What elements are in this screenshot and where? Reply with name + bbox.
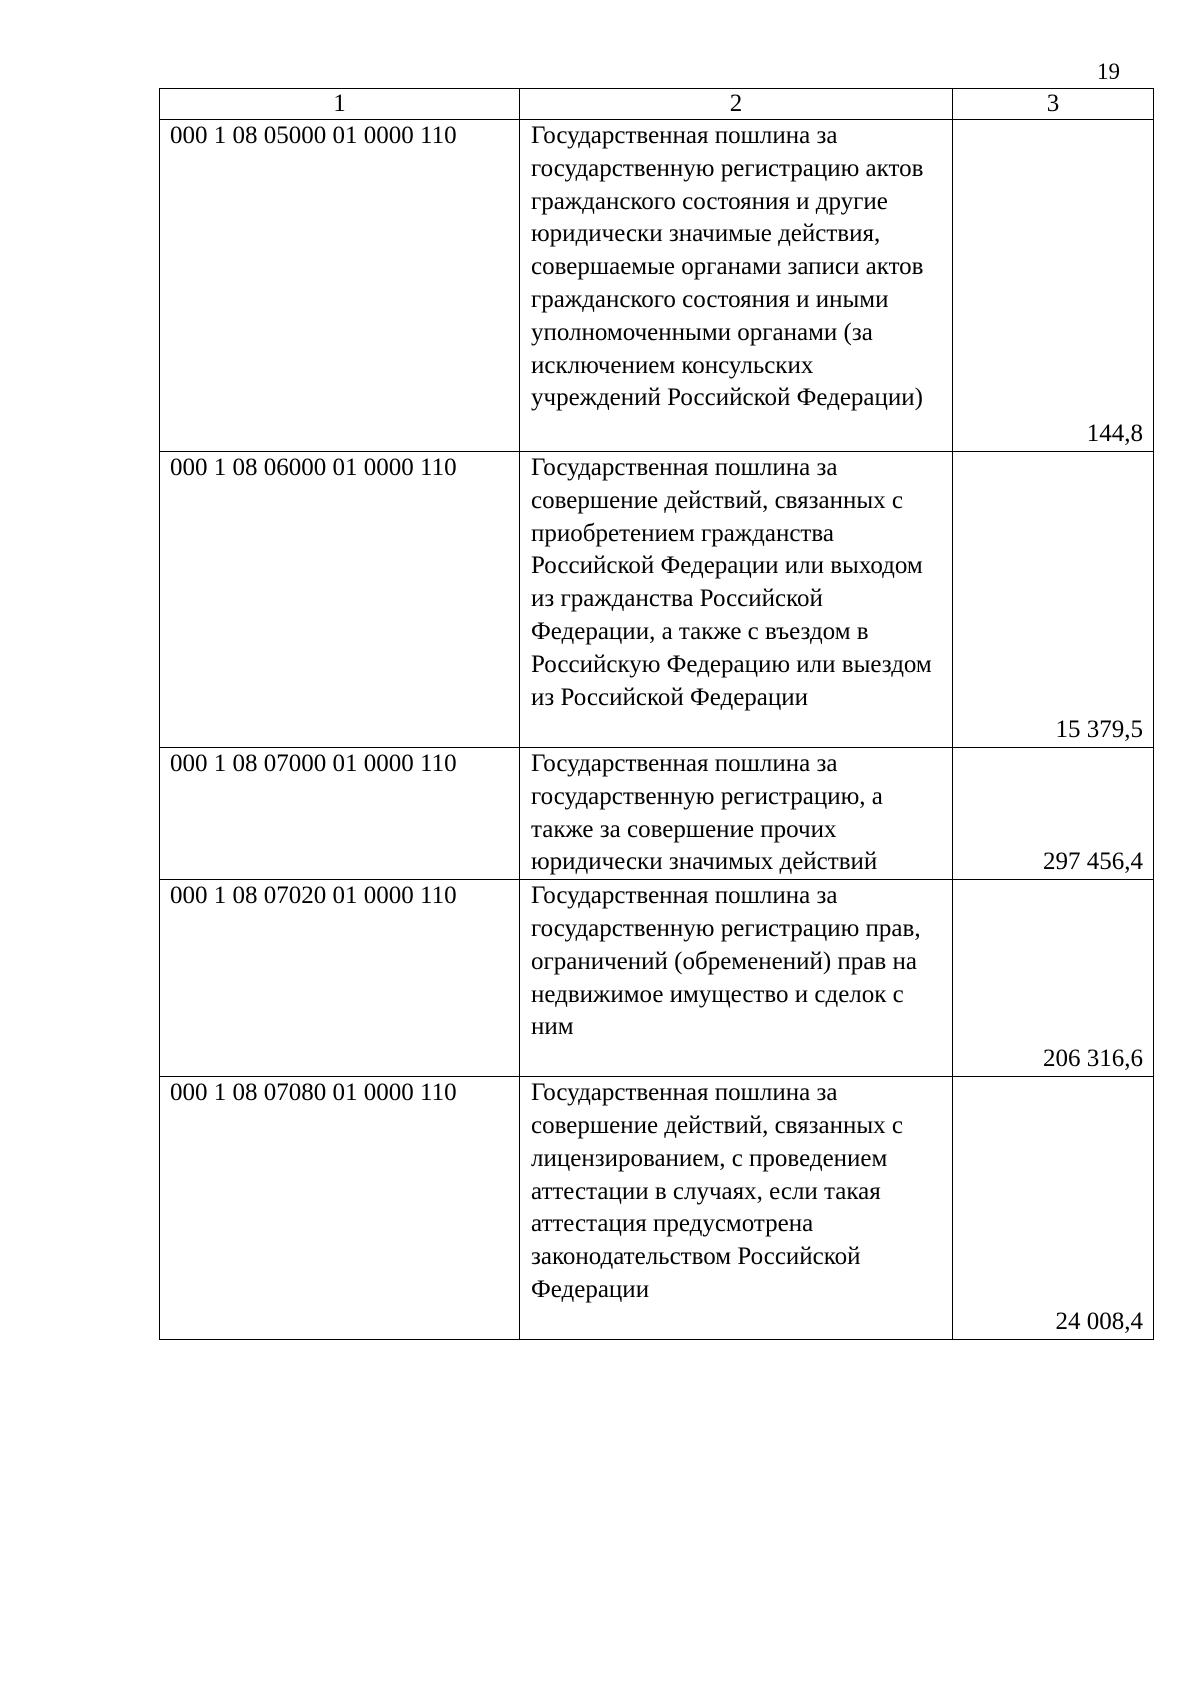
- amount-value: 15 379,5: [953, 452, 1154, 748]
- column-header-2: 2: [520, 89, 953, 120]
- table-header-row: [160, 89, 1154, 120]
- column-header-3: 3: [953, 89, 1154, 120]
- amount-value: 144,8: [953, 120, 1154, 452]
- budget-code: 000 1 08 05000 01 0000 110: [160, 120, 520, 452]
- budget-code: 000 1 08 07020 01 0000 110: [160, 880, 520, 1077]
- table-row: [160, 1077, 1154, 1340]
- revenue-description: Государственная пошлина за государственную регистрацию актов гражданского состояния и другие юридически значимые действия, совершаемые органами записи актов гражданского состояния и иными уполномоченными органами (за исключением консульских учреждений Российской Федерации): [520, 120, 953, 452]
- amount-value: 297 456,4: [953, 748, 1154, 880]
- amount-value: 24 008,4: [953, 1077, 1154, 1340]
- page-number: 19: [1097, 59, 1120, 84]
- table-row: [160, 452, 1154, 748]
- table-row: [160, 748, 1154, 880]
- table-row: [160, 880, 1154, 1077]
- revenue-description: Государственная пошлина за государственную регистрацию прав, ограничений (обременений) прав на недвижимое имущество и сделок с ним: [520, 880, 953, 1077]
- amount-value: 206 316,6: [953, 880, 1154, 1077]
- budget-code: 000 1 08 07080 01 0000 110: [160, 1077, 520, 1340]
- revenue-table: [159, 88, 1154, 1340]
- revenue-description: Государственная пошлина за государственную регистрацию, а также за совершение прочих юридически значимых действий: [520, 748, 953, 880]
- revenue-description: Государственная пошлина за совершение действий, связанных с лицензированием, с проведением аттестации в случаях, если такая аттестация предусмотрена законодательством Российской Федерации: [520, 1077, 953, 1340]
- table-row: [160, 120, 1154, 452]
- budget-code: 000 1 08 07000 01 0000 110: [160, 748, 520, 880]
- budget-code: 000 1 08 06000 01 0000 110: [160, 452, 520, 748]
- column-header-1: 1: [160, 89, 520, 120]
- revenue-description: Государственная пошлина за совершение действий, связанных с приобретением гражданства Российской Федерации или выходом из гражданства Российской Федерации, а также с въездом в Российскую Федерацию или выездом из Российской Федерации: [520, 452, 953, 748]
